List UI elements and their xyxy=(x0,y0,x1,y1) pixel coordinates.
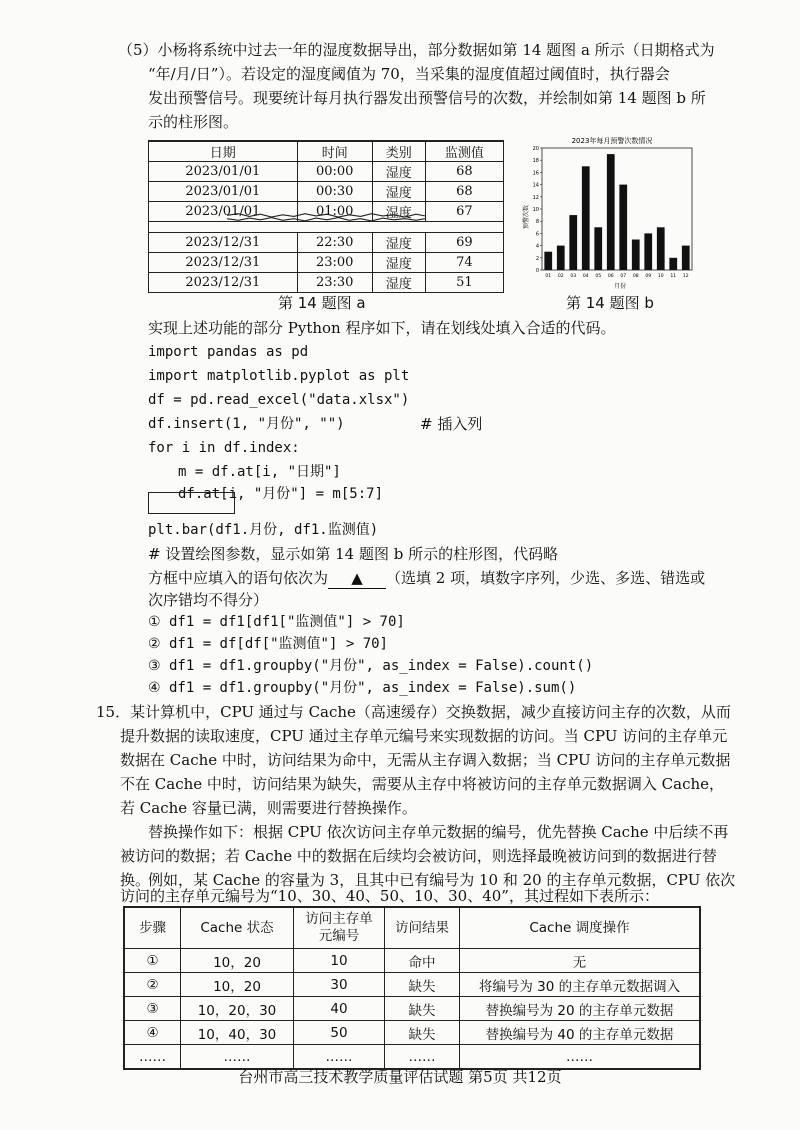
bar xyxy=(594,227,602,270)
bar xyxy=(644,233,652,270)
bar xyxy=(607,154,615,270)
cell: 10 xyxy=(294,949,385,973)
bar xyxy=(582,166,590,270)
x-tick-label: 05 xyxy=(595,274,602,279)
code-line: df.at[i, "月份"] = m[5:7] xyxy=(178,486,384,502)
cell: 2023/12/31 xyxy=(149,253,298,273)
cell: 10，20 xyxy=(181,973,294,997)
col-header: 日期 xyxy=(149,141,298,162)
code-line: import matplotlib.pyplot as plt xyxy=(148,368,410,384)
x-tick-label: 11 xyxy=(670,274,677,279)
cell: 湿度 xyxy=(372,233,425,253)
cell: 2023/01/01 xyxy=(149,182,298,202)
code-line: import pandas as pd xyxy=(148,344,309,360)
code-line: plt.bar(df1.月份, df1.监测值) xyxy=(148,522,379,538)
table-row xyxy=(124,973,700,997)
x-tick-label: 12 xyxy=(682,274,689,279)
bar xyxy=(632,240,640,271)
table-row xyxy=(124,997,700,1021)
x-tick-label: 03 xyxy=(570,274,577,279)
q15-line: 被访问的数据；若 Cache 中的数据在后续均会被访问，则选择最晚被访问到的数据进行替 xyxy=(120,847,717,865)
y-tick-label: 10 xyxy=(532,207,539,213)
col-header: 类别 xyxy=(372,141,425,162)
cell: 00:30 xyxy=(297,182,372,202)
y-tick-label: 20 xyxy=(532,146,539,152)
fill-line-2: 次序错均不得分） xyxy=(148,591,269,609)
cell: 68 xyxy=(425,182,503,202)
cell: 缺失 xyxy=(385,997,460,1021)
col-header: 访问主存单元编号 xyxy=(294,907,385,949)
torn-edge xyxy=(148,212,504,222)
cell: 缺失 xyxy=(385,1021,460,1045)
col-header: 访问结果 xyxy=(385,907,460,949)
x-tick-label: 06 xyxy=(607,274,614,279)
cell: 将编号为 30 的主存单元数据调入 xyxy=(460,973,701,997)
table-row xyxy=(149,162,504,182)
q15-line: 不在 Cache 中时，访问结果为缺失，需要从主存中将被访问的主存单元数据调入 Cache， xyxy=(120,775,725,793)
col-header: Cache 调度操作 xyxy=(460,907,701,949)
cell: 10，20 xyxy=(181,949,294,973)
cell: 湿度 xyxy=(372,182,425,202)
chart-ylabel: 预警次数 xyxy=(523,204,530,230)
option-2: ② df1 = df[df["监测值"] > 70] xyxy=(148,636,388,652)
cell: ④ xyxy=(124,1021,181,1045)
figure-b-chart xyxy=(520,132,700,292)
bar xyxy=(669,258,677,270)
x-tick-label: 07 xyxy=(620,274,627,279)
table-row xyxy=(149,253,504,273)
cell: 23:30 xyxy=(297,273,372,293)
x-tick-label: 02 xyxy=(557,274,564,279)
y-tick-label: 6 xyxy=(535,231,539,238)
q15-line: 换。 xyxy=(120,871,151,889)
x-tick-label: 04 xyxy=(582,274,589,279)
col-header: 时间 xyxy=(297,141,372,162)
cell: 2023/12/31 xyxy=(149,233,298,253)
option-3: ③ df1 = df1.groupby("月份", as_index = False).count() xyxy=(148,658,594,674)
cell: …… xyxy=(181,1045,294,1070)
cell: 2023/01/01 xyxy=(149,162,298,182)
cell: 67 xyxy=(425,202,503,222)
table-row xyxy=(149,273,504,293)
q15-line: 15．某计算机中，CPU 通过与 Cache（高速缓存）交换数据，减少直接访问主存的次数，从而 xyxy=(96,703,731,721)
cell: 湿度 xyxy=(372,273,425,293)
cell: 湿度 xyxy=(372,162,425,182)
bar xyxy=(657,227,665,270)
col-header: Cache 状态 xyxy=(181,907,294,949)
answer-blank[interactable]: ▲ xyxy=(328,568,386,589)
bar xyxy=(569,215,577,270)
y-tick-label: 12 xyxy=(532,194,539,201)
cell: 50 xyxy=(294,1021,385,1045)
y-tick-label: 4 xyxy=(535,243,539,250)
table-row xyxy=(149,182,504,202)
table-tear xyxy=(149,222,504,233)
fill-text: （选填 2 项，填数字序列，少选、多选、错选或 xyxy=(386,569,706,587)
code-line: for i in df.index: xyxy=(148,440,300,456)
option-4: ④ df1 = df1.groupby("月份", as_index = False).sum() xyxy=(148,680,577,696)
figure-b-caption: 第 14 题图 b xyxy=(566,294,654,312)
cell: 30 xyxy=(294,973,385,997)
cell: 无 xyxy=(460,949,701,973)
cell: 命中 xyxy=(385,949,460,973)
q15-line: 例如，某 Cache 的容量为 3，且其中已有编号为 10 和 20 的主存单元数据，CPU 依次 xyxy=(148,871,736,889)
code-line: df = pd.read_excel("data.xlsx") xyxy=(148,392,410,408)
cache-table xyxy=(123,906,701,1070)
chart-xlabel: 月份 xyxy=(613,283,627,290)
cell: …… xyxy=(385,1045,460,1070)
x-tick-label: 10 xyxy=(657,274,664,279)
page-footer: 台州市高三技术教学质量评估试题 第5页 共12页 xyxy=(238,1068,562,1086)
q15-line: 数据在 Cache 中时，访问结果为命中，无需从主存调入数据；当 CPU 访问的主存单元数据 xyxy=(120,751,731,769)
code-intro: 实现上述功能的部分 Python 程序如下，请在划线处填入合适的代码。 xyxy=(148,319,616,337)
cell: 10，40，30 xyxy=(181,1021,294,1045)
x-tick-label: 08 xyxy=(632,274,639,279)
cell: 2023/01/01 xyxy=(149,202,298,222)
cell: 01:00 xyxy=(297,202,372,222)
bar xyxy=(682,246,690,270)
cell: 51 xyxy=(425,273,503,293)
cell: 湿度 xyxy=(372,253,425,273)
y-tick-label: 16 xyxy=(532,170,539,177)
bar xyxy=(619,185,627,270)
answer-box[interactable] xyxy=(148,492,235,514)
q5-line-1: （5）小杨将系统中过去一年的湿度数据导出，部分数据如第 14 题图 a 所示（日期格式为 xyxy=(118,41,715,59)
fill-line-1 xyxy=(148,568,705,589)
cell: …… xyxy=(124,1045,181,1070)
q5-line-4: 示的柱形图。 xyxy=(148,113,239,131)
cell: 替换编号为 40 的主存单元数据 xyxy=(460,1021,701,1045)
cell: 2023/12/31 xyxy=(149,273,298,293)
cell: 68 xyxy=(425,162,503,182)
table-row xyxy=(124,949,700,973)
q5-line-2: “年/月/日”）。若设定的湿度阈值为 70，当采集的湿度值超过阈值时，执行器会 xyxy=(148,65,670,83)
q15-line: 若 Cache 容量已满，则需要进行替换操作。 xyxy=(120,799,417,817)
fill-text: 方框中应填入的语句依次为 xyxy=(148,569,329,587)
y-tick-label: 0 xyxy=(535,268,539,274)
cell: 69 xyxy=(425,233,503,253)
q15-line: 访问的主存单元编号为“10、30、40、50、10、30、40”，其过程如下表所示： xyxy=(120,887,659,905)
q15-line: 提升数据的读取速度，CPU 通过主存单元编号来实现数据的访问。当 CPU 访问的主存单元 xyxy=(120,727,728,745)
chart-title: 2023年每月预警次数情况 xyxy=(571,137,653,145)
code-line: df.insert(1, "月份", "") xyxy=(148,416,345,432)
x-tick-label: 01 xyxy=(545,274,552,279)
bar xyxy=(557,246,565,270)
cell: 缺失 xyxy=(385,973,460,997)
y-tick-label: 14 xyxy=(532,182,539,189)
cell: ① xyxy=(124,949,181,973)
code-line: m = df.at[i, "日期"] xyxy=(178,464,341,480)
cell: …… xyxy=(460,1045,701,1070)
y-tick-label: 18 xyxy=(532,158,539,165)
y-tick-label: 8 xyxy=(535,219,539,226)
cell: 23:00 xyxy=(297,253,372,273)
y-tick-label: 2 xyxy=(535,255,539,262)
cell: 替换编号为 20 的主存单元数据 xyxy=(460,997,701,1021)
cell: 10，20，30 xyxy=(181,997,294,1021)
cell: 22:30 xyxy=(297,233,372,253)
cell: 40 xyxy=(294,997,385,1021)
cell: ② xyxy=(124,973,181,997)
bar xyxy=(544,252,552,270)
cell: ③ xyxy=(124,997,181,1021)
col-header: 监测值 xyxy=(425,141,503,162)
x-tick-label: 09 xyxy=(645,274,652,279)
table-row xyxy=(124,1021,700,1045)
col-header: 步骤 xyxy=(124,907,181,949)
cell: 湿度 xyxy=(372,202,425,222)
figure-a-caption: 第 14 题图 a xyxy=(278,294,366,312)
cell: 74 xyxy=(425,253,503,273)
q5-line-3: 发出预警信号。现要统计每月执行器发出预警信号的次数，并绘制如第 14 题图 b 所 xyxy=(148,89,706,107)
cell: 00:00 xyxy=(297,162,372,182)
code-line: # 设置绘图参数，显示如第 14 题图 b 所示的柱形图，代码略 xyxy=(148,545,559,563)
q15-line: 替换操作如下：根据 CPU 依次访问主存单元数据的编号，优先替换 Cache 中后续不再 xyxy=(148,823,729,841)
cell: …… xyxy=(294,1045,385,1070)
option-1: ① df1 = df1[df1["监测值"] > 70] xyxy=(148,614,405,630)
table-row xyxy=(149,233,504,253)
code-comment: # 插入列 xyxy=(420,415,483,433)
